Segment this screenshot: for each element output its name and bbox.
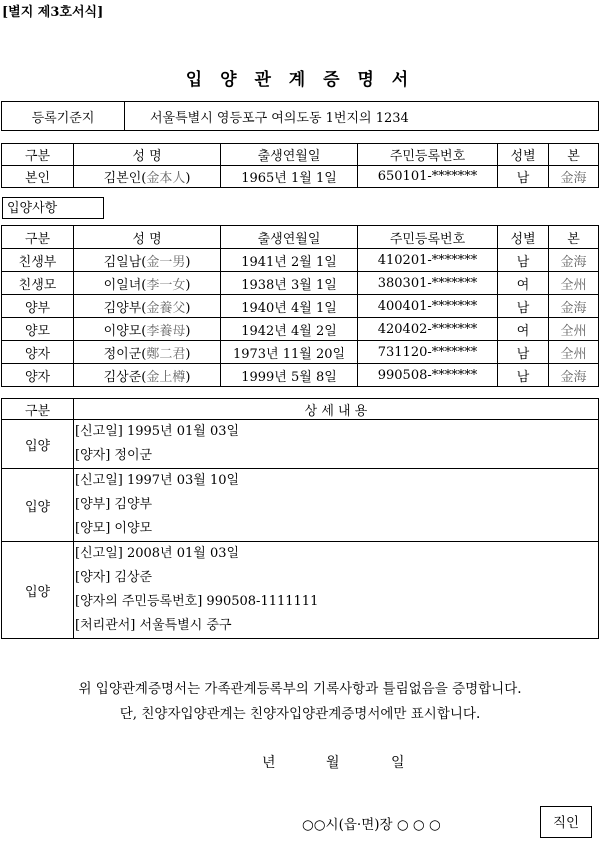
- header-birth: 출생연월일: [221, 144, 358, 166]
- detail-record: [2, 469, 599, 542]
- person-rrn: 400401-*******: [358, 295, 498, 318]
- person-clan: 全州: [549, 318, 599, 341]
- detail-table: [1, 398, 599, 639]
- person-kind: 양자: [2, 341, 74, 364]
- detail-header-row: [2, 399, 599, 420]
- person-name: 정이군(: [103, 346, 147, 362]
- person-rrn: 410201-*******: [358, 249, 498, 272]
- person-clan: 金海: [549, 295, 599, 318]
- person-name-close: ): [185, 323, 191, 339]
- person-rrn: 380301-*******: [358, 272, 498, 295]
- person-birth: 1940년 4월 1일: [221, 295, 358, 318]
- header-rrn: 주민등록번호: [358, 144, 498, 166]
- detail-record-kind: 입양: [2, 469, 74, 542]
- header-sex: 성별: [498, 226, 549, 249]
- person-name: 김상준(: [103, 369, 147, 385]
- detail-header-content: 상 세 내 용: [74, 399, 599, 420]
- self-birth: 1965년 1월 1일: [221, 166, 358, 188]
- person-kind: 친생모: [2, 272, 74, 295]
- person-sex: 남: [498, 249, 549, 272]
- self-table: [1, 143, 599, 188]
- person-birth: 1973년 11월 20일: [221, 341, 358, 364]
- person-name-cell: [74, 249, 221, 272]
- self-sex: 남: [498, 166, 549, 188]
- person-name-close: ): [185, 369, 191, 385]
- detail-line: [신고일] 1995년 01월 03일: [75, 424, 240, 439]
- detail-record-kind: 입양: [2, 420, 74, 469]
- self-rrn: 650101-*******: [358, 166, 498, 188]
- person-row: [2, 341, 599, 364]
- self-hanja: 金本人: [146, 171, 186, 186]
- person-birth: 1942년 4월 2일: [221, 318, 358, 341]
- person-name: 김일남(: [103, 254, 147, 270]
- detail-record: [2, 420, 599, 469]
- self-name-cell: [74, 166, 221, 188]
- header-sex: 성별: [498, 144, 549, 166]
- person-name-cell: [74, 318, 221, 341]
- detail-line: [양자] 김상준: [75, 570, 153, 585]
- registry-table: [1, 101, 599, 131]
- form-number-label: [별지 제3호서식]: [2, 5, 104, 20]
- person-kind: 양모: [2, 318, 74, 341]
- person-name-cell: [74, 341, 221, 364]
- self-row: [2, 166, 599, 188]
- detail-line: [양자] 정이군: [75, 448, 153, 463]
- person-row: [2, 318, 599, 341]
- person-sex: 여: [498, 272, 549, 295]
- registry-label: 등록기준지: [2, 102, 125, 131]
- header-name: 성 명: [74, 144, 221, 166]
- official-seal-box: 직인: [540, 806, 592, 838]
- person-clan: 全州: [549, 341, 599, 364]
- person-name: 이일녀(: [103, 277, 147, 293]
- date-year: 년: [262, 755, 276, 771]
- certification-statement: 위 입양관계증명서는 가족관계등록부의 기록사항과 틀림없음을 증명합니다.: [78, 681, 522, 697]
- header-rrn: 주민등록번호: [358, 226, 498, 249]
- detail-line: [양자의 주민등록번호] 990508-1111111: [75, 594, 319, 609]
- person-clan: 全州: [549, 272, 599, 295]
- person-row: [2, 249, 599, 272]
- detail-line: [신고일] 2008년 01월 03일: [75, 546, 240, 561]
- person-name-close: ): [185, 277, 191, 293]
- person-hanja: 金上樽: [146, 369, 186, 385]
- person-rrn: 731120-*******: [358, 341, 498, 364]
- notice-statement: 단, 친양자입양관계는 친양자입양관계증명서에만 표시합니다.: [119, 706, 481, 722]
- header-kind: 구분: [2, 226, 74, 249]
- person-birth: 1938년 3월 1일: [221, 272, 358, 295]
- person-hanja: 金養父: [146, 300, 186, 316]
- registry-value: 서울특별시 영등포구 여의도동 1번지의 1234: [125, 102, 599, 131]
- person-name-close: ): [185, 346, 191, 362]
- persons-header-row: [2, 226, 599, 249]
- self-kind: 본인: [2, 166, 74, 188]
- header-kind: 구분: [2, 144, 74, 166]
- detail-record-content: [74, 542, 599, 639]
- self-name: 김본인(: [103, 171, 147, 186]
- adoption-persons-table: [1, 225, 599, 387]
- self-name-close: ): [185, 171, 191, 186]
- person-rrn: 420402-*******: [358, 318, 498, 341]
- person-name-close: ): [185, 300, 191, 316]
- detail-record-content: [74, 469, 599, 542]
- person-name-cell: [74, 295, 221, 318]
- self-header-row: [2, 144, 599, 166]
- person-row: [2, 295, 599, 318]
- person-kind: 양부: [2, 295, 74, 318]
- detail-record-content: [74, 420, 599, 469]
- person-name-cell: [74, 364, 221, 387]
- person-name: 이양모(: [103, 323, 147, 339]
- header-name: 성 명: [74, 226, 221, 249]
- person-name-close: ): [185, 254, 191, 270]
- detail-header-kind: 구분: [2, 399, 74, 420]
- issuer-name: ○○시(읍·면)장 ○ ○ ○: [302, 817, 441, 833]
- header-birth: 출생연월일: [221, 226, 358, 249]
- header-clan: 본: [549, 144, 599, 166]
- person-hanja: 鄭二君: [146, 346, 186, 362]
- person-clan: 金海: [549, 364, 599, 387]
- document-title: 입 양 관 계 증 명 서: [185, 70, 415, 90]
- header-clan: 본: [549, 226, 599, 249]
- person-hanja: 金一男: [146, 254, 186, 270]
- date-day: 일: [391, 755, 405, 771]
- person-birth: 1941년 2월 1일: [221, 249, 358, 272]
- person-kind: 양자: [2, 364, 74, 387]
- date-month: 월: [326, 755, 340, 771]
- person-kind: 친생부: [2, 249, 74, 272]
- person-sex: 남: [498, 295, 549, 318]
- person-hanja: 李一女: [146, 277, 186, 293]
- detail-line: [양모] 이양모: [75, 521, 153, 536]
- person-row: [2, 364, 599, 387]
- detail-record: [2, 542, 599, 639]
- person-name: 김양부(: [103, 300, 147, 316]
- person-hanja: 李養母: [146, 323, 186, 339]
- self-clan: 金海: [549, 166, 599, 188]
- person-row: [2, 272, 599, 295]
- detail-line: [신고일] 1997년 03월 10일: [75, 473, 240, 488]
- adoption-section-label: 입양사항: [2, 197, 104, 219]
- detail-line: [처리관서] 서울특별시 중구: [75, 618, 232, 633]
- person-sex: 남: [498, 341, 549, 364]
- person-birth: 1999년 5월 8일: [221, 364, 358, 387]
- person-sex: 남: [498, 364, 549, 387]
- detail-record-kind: 입양: [2, 542, 74, 639]
- detail-line: [양부] 김양부: [75, 497, 153, 512]
- person-rrn: 990508-*******: [358, 364, 498, 387]
- person-sex: 여: [498, 318, 549, 341]
- person-clan: 金海: [549, 249, 599, 272]
- person-name-cell: [74, 272, 221, 295]
